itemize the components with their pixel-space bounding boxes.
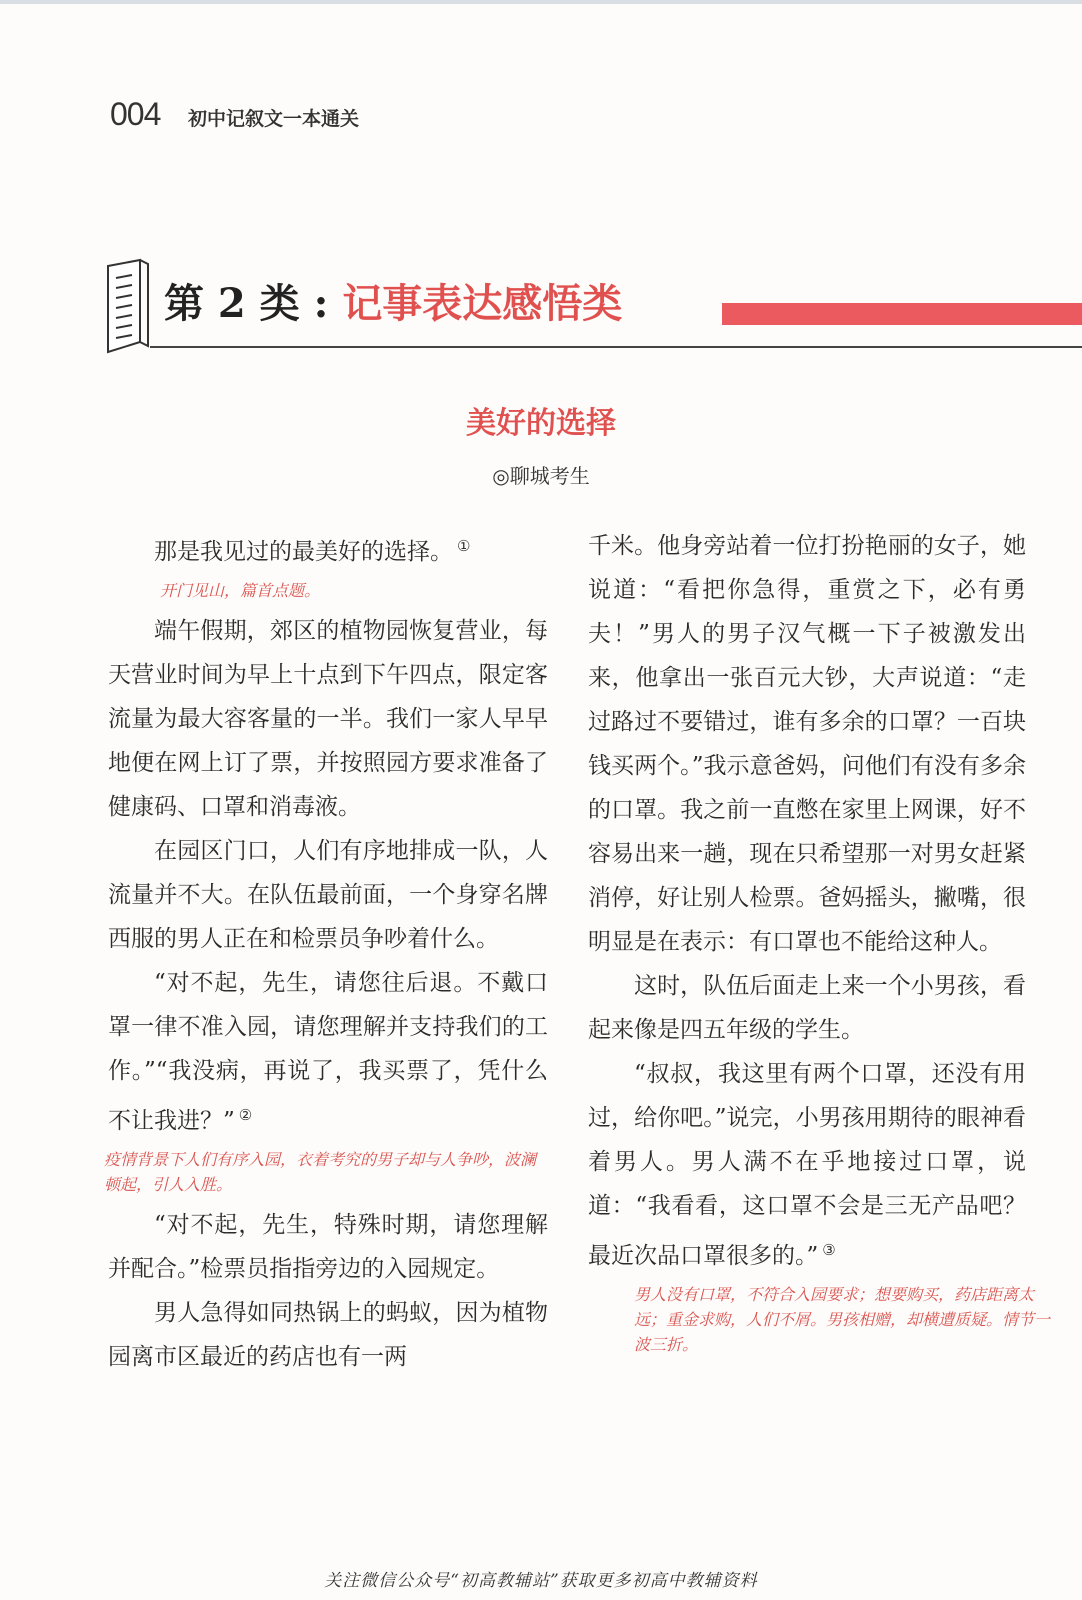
scan-top-band bbox=[0, 0, 1082, 4]
paragraph-text: “叔叔，我这里有两个口罩，还没有用过，给你吧。”说完，小男孩用期待的眼神看着男人。男人满不在乎地接过口罩，说道：“我看看，这口罩不会是三无产品吧？最近次品口罩很多的。” bbox=[588, 1061, 1026, 1269]
paragraph: 在园区门口，人们有序地排成一队，人流量并不大。在队伍最前面，一个身穿名牌西服的男人正在和检票员争吵着什么。 bbox=[108, 838, 548, 952]
category-heading bbox=[164, 272, 622, 329]
annotation-marker: ③ bbox=[822, 1241, 836, 1259]
annotation-note: 男人没有口罩，不符合入园要求；想要购买，药店距离太远；重金求购，人们不屑。男孩相赠，却横遭质疑。情节一波三折。 bbox=[634, 1285, 1051, 1354]
annotation-marker: ② bbox=[238, 1106, 253, 1124]
paragraph bbox=[108, 524, 548, 574]
category-divider bbox=[150, 346, 1082, 348]
right-column bbox=[588, 524, 1051, 1363]
paragraph bbox=[588, 1052, 1026, 1278]
annotation-note: 开门见山，篇首点题。 bbox=[160, 581, 321, 600]
paragraph: 这时，队伍后面走上来一个小男孩，看起来像是四五年级的学生。 bbox=[588, 973, 1026, 1043]
paragraph-text: “对不起，先生，请您往后退。不戴口罩一律不准入园，请您理解并支持我们的工作。”“我没病，再说了，我买票了，凭什么不让我进？” bbox=[108, 970, 548, 1134]
article-author: ◎聊城考生 bbox=[492, 464, 590, 488]
paragraph bbox=[108, 961, 548, 1143]
paragraph: 男人急得如同热锅上的蚂蚁，因为植物园离市区最近的药店也有一两 bbox=[108, 1300, 548, 1370]
paragraph: 千米。他身旁站着一位打扮艳丽的女子，她说道：“看把你急得，重赏之下，必有勇夫！”男人的男子汉气概一下子被激发出来，他拿出一张百元大钞，大声说道：“走过路过不要错过，谁有多余的口罩？一百块钱买两个。”我示意爸妈，问他们有没有多余的口罩。我之前一直憋在家里上网课，好不容易出来一趟，现在只希望那一对男女赶紧消停，好让别人检票。爸妈摇头，撇嘴，很明显是在表示：有口罩也不能给这种人。 bbox=[588, 533, 1026, 955]
paragraph: “对不起，先生，特殊时期，请您理解并配合。”检票员指指旁边的入园规定。 bbox=[108, 1212, 548, 1282]
page-number: 004 bbox=[110, 96, 161, 132]
category-name: 记事表达感悟类 bbox=[342, 280, 623, 327]
annotation-note: 疫情背景下人们有序入园，衣着考究的男子却与人争吵，波澜顿起，引人入胜。 bbox=[104, 1150, 537, 1194]
article-title: 美好的选择 bbox=[466, 406, 616, 441]
annotation-marker: ① bbox=[457, 537, 471, 555]
left-column bbox=[104, 524, 548, 1379]
footer-notice: 关注微信公众号“初高教辅站”获取更多初高中教辅资料 bbox=[324, 1571, 758, 1591]
notebook-icon bbox=[104, 258, 150, 354]
paragraph-text: 那是我见过的最美好的选择。 bbox=[154, 539, 453, 565]
category-accent-bar bbox=[722, 303, 1082, 325]
book-title: 初中记叙文一本通关 bbox=[188, 108, 360, 130]
paragraph: 端午假期，郊区的植物园恢复营业，每天营业时间为早上十点到下午四点，限定客流量为最大容客量的一半。我们一家人早早地便在网上订了票，并按照园方要求准备了健康码、口罩和消毒液。 bbox=[108, 618, 548, 820]
category-number: 第 2 类 : bbox=[164, 280, 329, 327]
